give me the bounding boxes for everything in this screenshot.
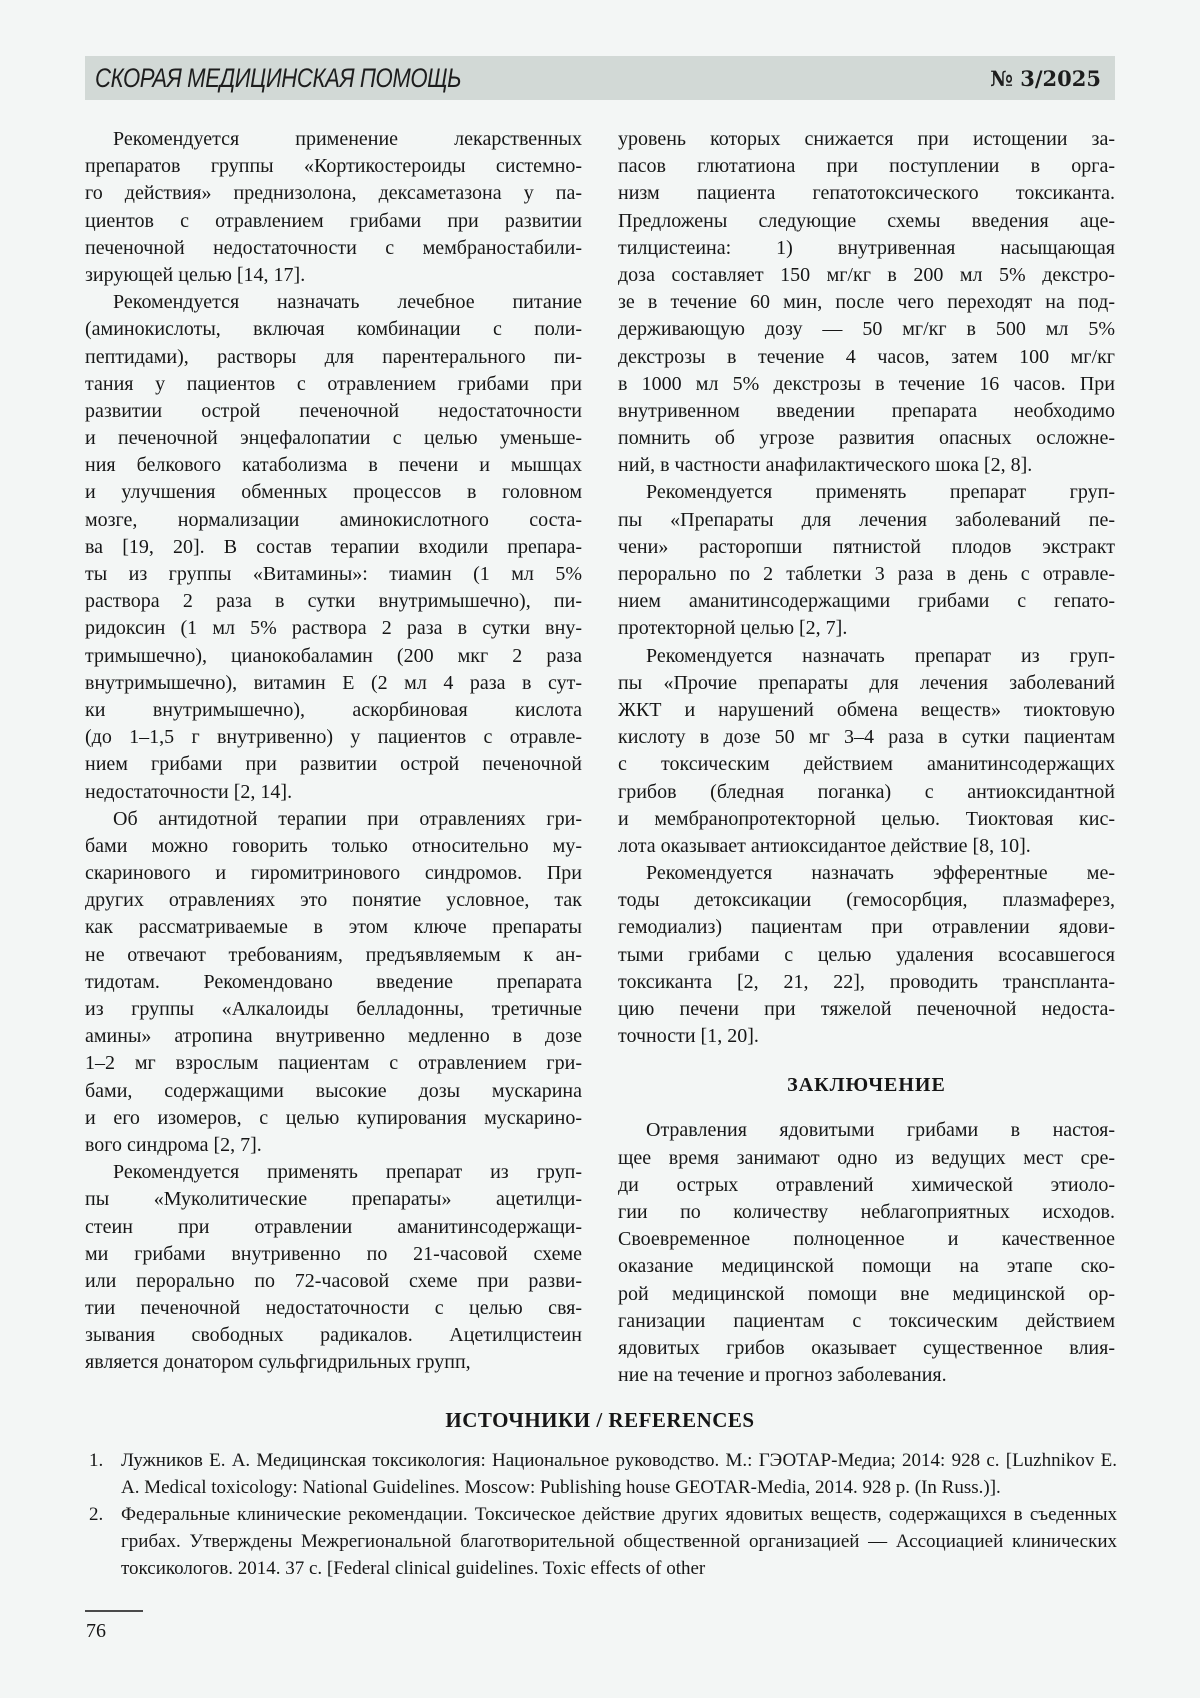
reference-number: 2.	[89, 1504, 104, 1525]
paragraph: Отравления ядовитыми грибами в настоя- щее время занимают одно из ведущих мест сре- ди острых отравлений химической этиоло- гии по количеству неблагоприятных исходов. Своевременное полноценное и качественное оказание медицинской помощи на этапе ско- рой медицинской помощи вне медицинской ор- ганизации пациентам с токсическим действием ядовитых грибов оказывает существенное влия- ние на течение и прогноз заболевания.	[618, 1119, 1115, 1387]
paragraph: Рекомендуется назначать лечебное питание (аминокислоты, включая комбинации с поли- пептидами), растворы для парентерального пи- тания у пациентов с отравлением грибами при развитии острой печеночной недостаточности и печеночной энцефалопатии с целью уменьше- ния белкового катаболизма в печени и мышцах и улучшения обменных процессов в головном мозге, нормализации аминокислотного соста- ва [19, 20]. В состав терапии входили препара- ты из группы «Витамины»: тиамин (1 мл 5% раствора 2 раза в сутки внутримышечно), пи- ридоксин (1 мл 5% раствора 2 раза в сутки вну- тримышечно), цианокобаламин (200 мкг 2 раза внутримышечно), витамин Е (2 мл 4 раза в сут- ки внутримышечно), аскорбиновая кислота (до 1–1,5 г внутривенно) у пациентов с отравле- нием грибами при развитии острой печеночной недостаточности [2, 14].	[85, 291, 582, 803]
conclusion-heading: ЗАКЛЮЧЕНИЕ	[787, 1074, 946, 1097]
article-body	[85, 126, 1115, 1396]
paragraph: Об антидотной терапии при отравлениях гри- бами можно говорить только относительно му- скаринового и гиромитринового синдромов. При других отравлениях это понятие условное, так как рассматриваемые в этом ключе препараты не отвечают требованиям, предъявляемым к ан- тидотам. Рекомендовано введение препарата из группы «Алкалоиды белладонны, третичные амины» атропина внутривенно медленно в дозе 1–2 мг взрослым пациентам с отравлением гри- бами, содержащими высокие дозы мускарина и его изомеров, с целью купирования мускарино- вого синдрома [2, 7].	[85, 807, 582, 1156]
paragraph: Рекомендуется назначать препарат из груп- пы «Прочие препараты для лечения заболеваний ЖКТ и нарушений обмена веществ» тиоктовую кислоту в дозе 50 мг 3–4 раза в сутки пациентам с токсическим действием аманитинсодержащих грибов (бледная поганка) с антиоксидантной и мембранопротекторной целью. Тиоктовая кис- лота оказывает антиоксидантое действие [8, 10].	[618, 644, 1115, 857]
left-column	[85, 126, 582, 1377]
paragraph: Рекомендуется применять препарат груп- пы «Препараты для лечения заболеваний пе- чени» расторопши пятнистой плодов экстракт перорально по 2 таблетки 3 раза в день с отравле- нием аманитинсодержащими грибами с гепато- протекторной целью [2, 7].	[618, 481, 1115, 640]
paragraph: уровень которых снижается при истощении за- пасов глютатиона при поступлении в орга- низм пациента гепатотоксического токсиканта. Предложены следующие схемы введения аце- тилцистеина: 1) внутривенная насыщающая доза составляет 150 мг/кг в 200 мл 5% декстро- зе в течение 60 мин, после чего переходят на под- держивающую дозу — 50 мг/кг в 500 мл 5% декстрозы в течение 4 часов, затем 100 мг/кг в 1000 мл 5% декстрозы в течение 16 часов. При внутривенном введении препарата необходимо помнить об угрозе развития опасных осложне- ний, в частности анафилактического шока [2, 8].	[618, 128, 1115, 477]
references-list	[85, 1447, 1117, 1582]
paragraph: Рекомендуется назначать эфферентные ме- тоды детоксикации (гемосорбция, плазмаферез, гемодиализ) пациентам при отравлении ядови- тыми грибами с целью удаления всосавшегося токсиканта [2, 21, 22], проводить транспланта- цию печени при тяжелой печеночной недоста- точности [1, 20].	[618, 862, 1115, 1048]
right-column	[618, 126, 1115, 1389]
references-heading: ИСТОЧНИКИ / REFERENCES	[445, 1408, 755, 1432]
footer-rule	[85, 1610, 143, 1612]
reference-number: 1.	[89, 1450, 104, 1471]
page-number: 76	[86, 1620, 106, 1642]
page-header	[85, 56, 1115, 100]
paragraph: Рекомендуется применять препарат из груп- пы «Муколитические препараты» ацетилци- стеин при отравлении аманитинсодержащи- ми грибами внутривенно по 21-часовой схеме или перорально по 72-часовой схеме при разви- тии печеночной недостаточности с целью свя- зывания свободных радикалов. Ацетилцистеин является донатором сульфгидрильных групп,	[85, 1161, 582, 1374]
reference-item	[85, 1501, 1117, 1582]
reference-text: Лужников Е. А. Медицинская токсикология: Национальное руководство. М.: ГЭОТАР-Медиа; 2014: 928 с. [Luzhnikov E. A. Medical toxicology: National Guidelines. Moscow: Publishing house GEOTAR-Media, 2014. 928 p. (In Russ.)].	[121, 1450, 1117, 1498]
journal-title: СКОРАЯ МЕДИЦИНСКАЯ ПОМОЩЬ	[95, 62, 462, 93]
reference-item	[85, 1447, 1117, 1501]
issue-number: № 3/2025	[990, 65, 1101, 91]
paragraph: Рекомендуется применение лекарственных препаратов группы «Кортикостероиды системно- го действия» преднизолона, дексаметазона у па- циентов с отравлением грибами при развитии печеночной недостаточности с мембраностабили- зирующей целью [14, 17].	[85, 128, 582, 286]
reference-text: Федеральные клинические рекомендации. Токсическое действие других ядовитых веществ, содержащихся в съеденных грибах. Утверждены Межрегиональной благотворительной общественной организацией — Ассоциацией клинических токсикологов. 2014. 37 с. [Federal clinical guidelines. Toxic effects of other	[121, 1504, 1117, 1579]
